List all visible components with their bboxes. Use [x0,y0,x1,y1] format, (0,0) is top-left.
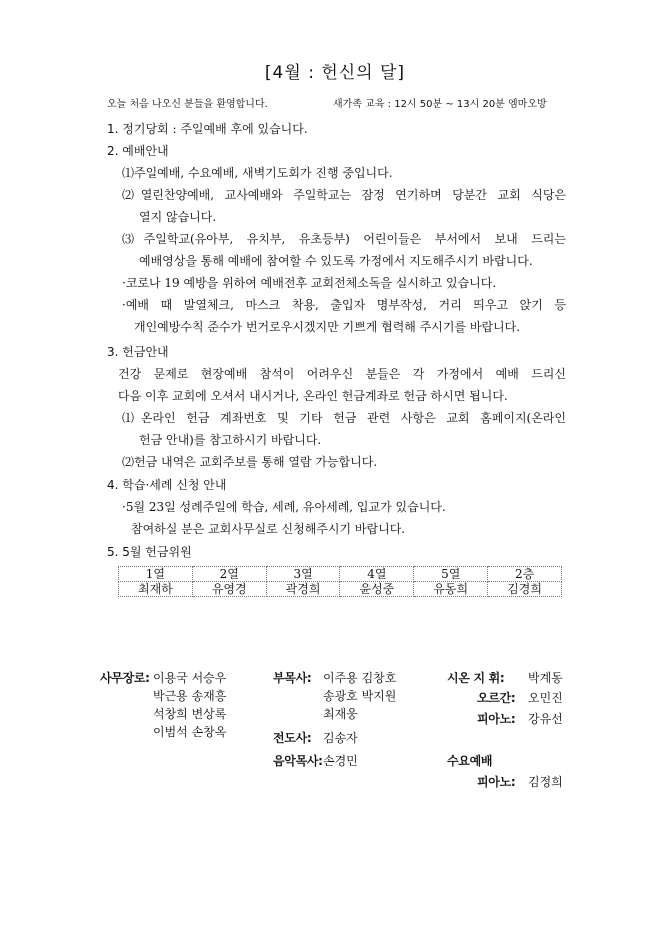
offering-para-2: 다음 이후 교회에 오셔서 내시거나, 온라인 헌금계좌로 헌금 하시면 됩니다. [118,389,508,403]
row-label: 4열 [340,567,414,582]
admin-elders-line: 박근용 송재흥 [153,689,227,703]
committee-name: 유영경 [192,582,266,597]
section-text: : 주일예배 후에 있습니다. [168,122,308,136]
music-pastor-label: 음악목사: [273,754,323,768]
welcome-text: 오늘 처음 나오신 분들을 환영합니다. [107,99,268,110]
row-label: 2층 [488,567,562,582]
page-title: [4월 : 헌신의 달] [264,63,406,83]
associate-pastor-line: 최재웅 [323,707,358,721]
worship-line-2a: ⑵열린찬양예배, 교사예배와 주일학교는 잠정 연기하며 당분간 교회 식당은 [122,188,566,202]
table-row [119,582,562,597]
table-row [119,567,562,582]
committee-name: 윤성중 [340,582,414,597]
baptism-line-1: ·5월 23일 성례주일에 학습, 세례, 유아세례, 입교가 있습니다. [122,500,446,514]
row-label: 3열 [266,567,340,582]
associate-pastor-label: 부목사: [273,671,312,685]
offering-committee-table [118,566,562,597]
admin-elders-line: 석창희 변상록 [153,707,227,721]
committee-name: 유동희 [414,582,488,597]
section-offering-committee-heading: 5. 5월 헌금위원 [107,545,192,559]
row-label: 2열 [192,567,266,582]
associate-pastor-line: 송광호 박지원 [323,689,397,703]
worship-line-1: ⑴주일예배, 수요예배, 새벽기도회가 진행 중입니다. [122,166,393,180]
offering-para-1: 건강 문제로 현장예배 참석이 어려우신 분들은 각 가정에서 예배 드리신 [118,367,566,381]
music-pastor-name: 손경민 [323,754,358,768]
row-label: 5열 [414,567,488,582]
committee-name: 최재하 [119,582,193,597]
worship-line-3b: 예배영상을 통해 예배에 참여할 수 있도록 가정에서 지도해주시기 바랍니다. [139,254,533,268]
section-offering-heading: 3. 헌금안내 [107,345,169,359]
section-baptism-heading: 4. 학습·세례 신청 안내 [107,478,227,492]
admin-elders-line: 이용국 서승우 [153,671,227,685]
offering-line-1b: 헌금 안내)를 참고하시기 바랍니다. [139,433,322,447]
worship-bullet-1: ·코로나 19 예방을 위하여 예배전후 교회전체소독을 실시하고 있습니다. [122,276,497,290]
wednesday-piano-name: 김정희 [528,775,563,789]
evangelist-label: 전도사: [273,731,312,745]
worship-line-3a: ⑶주일학교(유아부, 유치부, 유초등부) 어린이들은 부서에서 보내 드리는 [122,232,566,246]
baptism-line-2: 참여하실 분은 교회사무실로 신청해주시기 바랍니다. [131,522,406,536]
piano-name: 강유선 [528,712,563,726]
section-worship-heading: 2. 예배안내 [107,144,169,158]
wednesday-service-label: 수요예배 [447,754,493,768]
zion-conductor-name: 박계동 [528,671,563,685]
wednesday-piano-label: 피아노: [477,775,516,789]
committee-name: 곽경희 [266,582,340,597]
offering-line-1a: ⑴온라인 헌금 계좌번호 및 기타 헌금 관련 사항은 교회 홈페이지(온라인 [122,411,566,425]
organ-label: 오르간: [477,691,516,705]
section-heading: 1. 정기당회 [107,122,169,136]
evangelist-name: 김송자 [323,731,358,745]
new-family-education: 새가족 교육 : 12시 50분 ~ 13시 20분 엠마오방 [333,99,547,110]
piano-label: 피아노: [477,712,516,726]
associate-pastor-line: 이주용 김창호 [323,671,397,685]
worship-bullet-2a: ·예배 때 발열체크, 마스크 착용, 출입자 명부작성, 거리 띄우고 앉기 등 [122,298,566,312]
admin-elders-line: 이범석 손창옥 [153,725,227,739]
zion-conductor-label: 시온 지 휘: [447,671,505,685]
offering-line-2: ⑵헌금 내역은 교회주보를 통해 열람 가능합니다. [122,455,378,469]
worship-bullet-2b: 개인예방수칙 준수가 번거로우시겠지만 기쁘게 협력해 주시기를 바랍니다. [134,320,521,334]
section-regular-session [107,120,308,137]
admin-elders-label: 사무장로: [100,671,150,685]
committee-name: 김경희 [488,582,562,597]
organ-name: 오민진 [528,691,563,705]
row-label: 1열 [119,567,193,582]
worship-line-2b: 열지 않습니다. [139,210,217,224]
